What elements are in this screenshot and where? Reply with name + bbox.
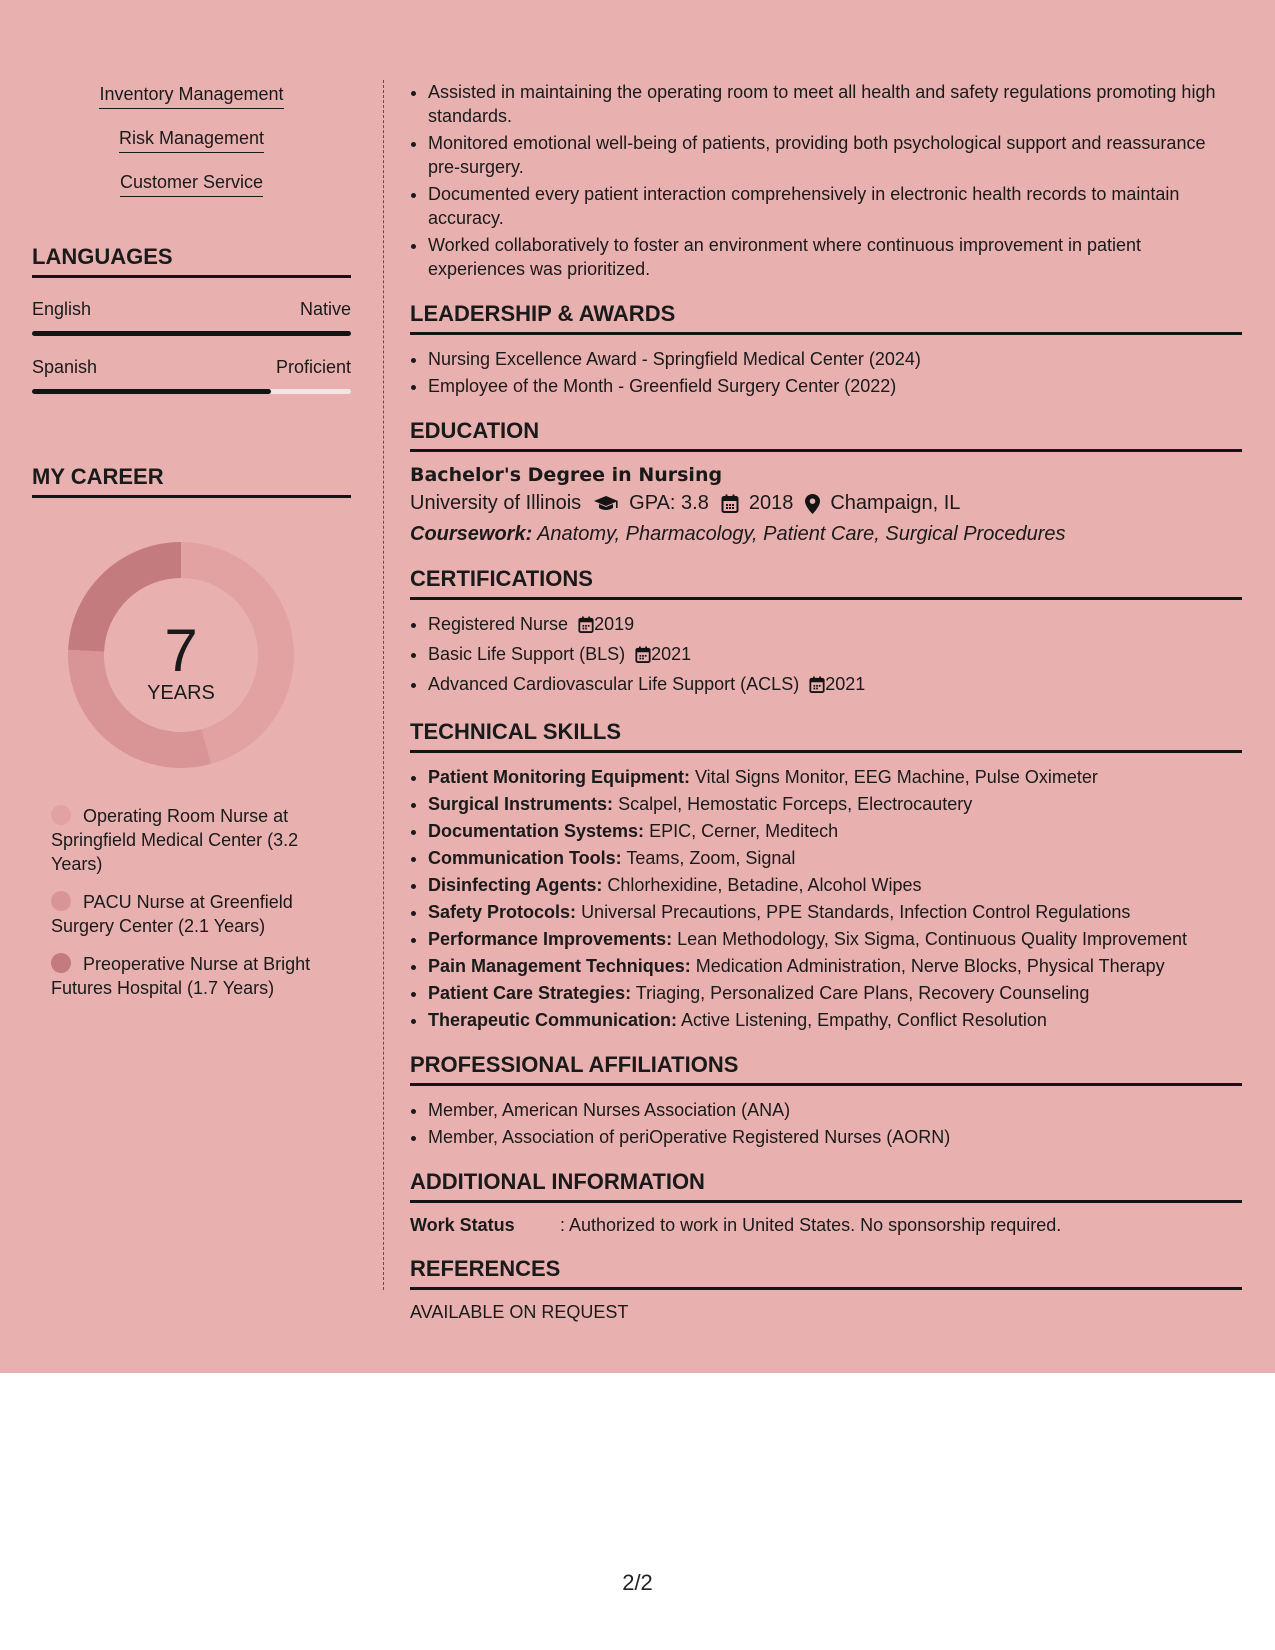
page-number: 2/2: [622, 1570, 653, 1595]
technical-skill-label: Documentation Systems:: [428, 821, 645, 841]
technical-skill-value: Triaging, Personalized Care Plans, Recovery Counseling: [635, 983, 1090, 1003]
technical-skill-label: Patient Care Strategies:: [428, 983, 632, 1003]
technical-skill-item: [428, 981, 1242, 1005]
language-proficiency-fill: [32, 389, 271, 394]
technical-skill-item: [428, 873, 1242, 897]
experience-bullet: • Documented every patient interaction comprehensively in electronic health records to maintain accuracy.: [428, 182, 1242, 230]
skill-tag: Customer Service: [120, 172, 263, 197]
affiliations-list: [410, 1098, 1242, 1149]
career-legend-item: [51, 804, 351, 876]
career-legend-item: [51, 890, 351, 938]
legend-dot: [51, 805, 71, 825]
career-years-value: 7: [164, 616, 198, 684]
coursework-list: Anatomy, Pharmacology, Patient Care, Surgical Procedures: [537, 523, 1066, 545]
technical-skill-value: Vital Signs Monitor, EEG Machine, Pulse Oximeter: [695, 767, 1098, 787]
work-status-row: [410, 1215, 1242, 1236]
education-location: Champaign, IL: [830, 492, 961, 514]
certification-year: 2021: [825, 674, 866, 694]
technical-skill-value: Teams, Zoom, Signal: [626, 848, 796, 868]
technical-skill-item: [428, 900, 1242, 924]
career-legend-label: Preoperative Nurse at Bright Futures Hospital (1.7 Years): [51, 954, 311, 998]
leadership-list: [410, 347, 1242, 398]
experience-bullets: [410, 80, 1242, 281]
work-status-label: Work Status: [410, 1215, 515, 1235]
technical-skill-label: Disinfecting Agents:: [428, 875, 603, 895]
education-year: 2018: [748, 492, 794, 514]
references-heading: REFERENCES: [410, 1256, 1242, 1290]
legend-dot: [51, 953, 71, 973]
technical-skill-label: Safety Protocols:: [428, 902, 577, 922]
calendar-icon: [578, 615, 594, 639]
certification-name: Basic Life Support (BLS): [428, 644, 626, 664]
technical-skills-heading: TECHNICAL SKILLS: [410, 719, 1242, 753]
career-legend-item: [51, 952, 351, 1000]
left-column: [32, 84, 351, 1014]
skills-tags: [32, 84, 351, 216]
education-degree: Bachelor's Degree in Nursing: [410, 464, 723, 486]
leadership-item: • Nursing Excellence Award - Springfield Medical Center (2024): [428, 347, 1242, 371]
leadership-heading: LEADERSHIP & AWARDS: [410, 301, 1242, 335]
education-school: University of Illinois: [410, 492, 582, 514]
technical-skill-item: [428, 792, 1242, 816]
education-details: [410, 492, 1242, 515]
language-name: English: [32, 299, 92, 319]
technical-skill-label: Pain Management Techniques:: [428, 956, 691, 976]
right-column: [410, 80, 1242, 1323]
education-gpa: GPA: 3.8: [629, 492, 709, 514]
experience-bullet: • Assisted in maintaining the operating room to meet all health and safety regulations promoting high standards.: [428, 80, 1242, 128]
skill-tag: Risk Management: [119, 128, 264, 153]
map-pin-icon: [805, 494, 820, 514]
technical-skill-item: [428, 927, 1242, 951]
language-level: Native: [299, 299, 351, 319]
additional-info-heading: ADDITIONAL INFORMATION: [410, 1169, 1242, 1203]
career-legend: [32, 804, 351, 1000]
work-status-value: : Authorized to work in United States. No sponsorship required.: [560, 1215, 1062, 1235]
technical-skill-value: Lean Methodology, Six Sigma, Continuous Quality Improvement: [677, 929, 1188, 949]
technical-skill-item: [428, 819, 1242, 843]
technical-skill-value: EPIC, Cerner, Meditech: [649, 821, 839, 841]
career-donut-chart: [66, 540, 296, 770]
technical-skill-item: [428, 846, 1242, 870]
language-item: [32, 299, 351, 336]
calendar-icon: [809, 675, 825, 699]
coursework-label: Coursework:: [410, 523, 533, 545]
technical-skill-value: Chlorhexidine, Betadine, Alcohol Wipes: [607, 875, 922, 895]
career-legend-label: PACU Nurse at Greenfield Surgery Center (2.1 Years): [51, 892, 293, 936]
skill-tag: Inventory Management: [99, 84, 283, 109]
career-donut-center: [66, 540, 296, 770]
certification-year: 2021: [651, 644, 692, 664]
technical-skill-value: Medication Administration, Nerve Blocks, Physical Therapy: [695, 956, 1165, 976]
legend-dot: [51, 891, 71, 911]
technical-skill-label: Patient Monitoring Equipment:: [428, 767, 690, 787]
leadership-item: • Employee of the Month - Greenfield Surgery Center (2022): [428, 374, 1242, 398]
language-proficiency-fill: [32, 331, 351, 336]
education-heading: EDUCATION: [410, 418, 1242, 452]
technical-skills-list: [410, 765, 1242, 1032]
affiliation-item: • Member, Association of periOperative Registered Nurses (AORN): [428, 1125, 1242, 1149]
technical-skill-item: [428, 765, 1242, 789]
career-legend-label: Operating Room Nurse at Springfield Medical Center (3.2 Years): [51, 806, 299, 874]
technical-skill-value: Scalpel, Hemostatic Forceps, Electrocautery: [618, 794, 973, 814]
technical-skill-label: Therapeutic Communication:: [428, 1010, 678, 1030]
language-proficiency-bar: [32, 331, 351, 336]
technical-skill-label: Performance Improvements:: [428, 929, 673, 949]
column-divider: [383, 80, 384, 1290]
certification-item: [428, 642, 1242, 669]
certification-item: [428, 612, 1242, 639]
affiliations-heading: PROFESSIONAL AFFILIATIONS: [410, 1052, 1242, 1086]
certifications-heading: CERTIFICATIONS: [410, 566, 1242, 600]
calendar-icon: [635, 645, 651, 669]
technical-skill-value: Universal Precautions, PPE Standards, Infection Control Regulations: [581, 902, 1131, 922]
technical-skill-label: Surgical Instruments:: [428, 794, 614, 814]
calendar-icon: [721, 494, 739, 513]
technical-skill-label: Communication Tools:: [428, 848, 622, 868]
certification-name: Registered Nurse: [428, 614, 569, 634]
education-coursework: [410, 523, 1242, 546]
experience-bullet: • Worked collaboratively to foster an environment where continuous improvement in patient experiences was prioritized.: [428, 233, 1242, 281]
languages-heading: LANGUAGES: [32, 244, 351, 278]
technical-skill-value: Active Listening, Empathy, Conflict Resolution: [681, 1010, 1047, 1030]
language-name: Spanish: [32, 357, 98, 377]
language-proficiency-bar: [32, 389, 351, 394]
certification-name: Advanced Cardiovascular Life Support (ACLS): [428, 674, 800, 694]
career-heading: MY CAREER: [32, 464, 351, 498]
technical-skill-item: [428, 954, 1242, 978]
career-years-label: YEARS: [147, 681, 215, 704]
affiliation-item: • Member, American Nurses Association (ANA): [428, 1098, 1242, 1122]
certifications-list: [410, 612, 1242, 699]
references-text: AVAILABLE ON REQUEST: [410, 1302, 629, 1322]
graduation-cap-icon: [593, 495, 619, 513]
certification-item: [428, 672, 1242, 699]
technical-skill-item: [428, 1008, 1242, 1032]
experience-bullet: • Monitored emotional well-being of patients, providing both psychological support and reassurance pre-surgery.: [428, 131, 1242, 179]
language-item: [32, 357, 351, 394]
language-level: Proficient: [275, 357, 351, 377]
certification-year: 2019: [594, 614, 635, 634]
